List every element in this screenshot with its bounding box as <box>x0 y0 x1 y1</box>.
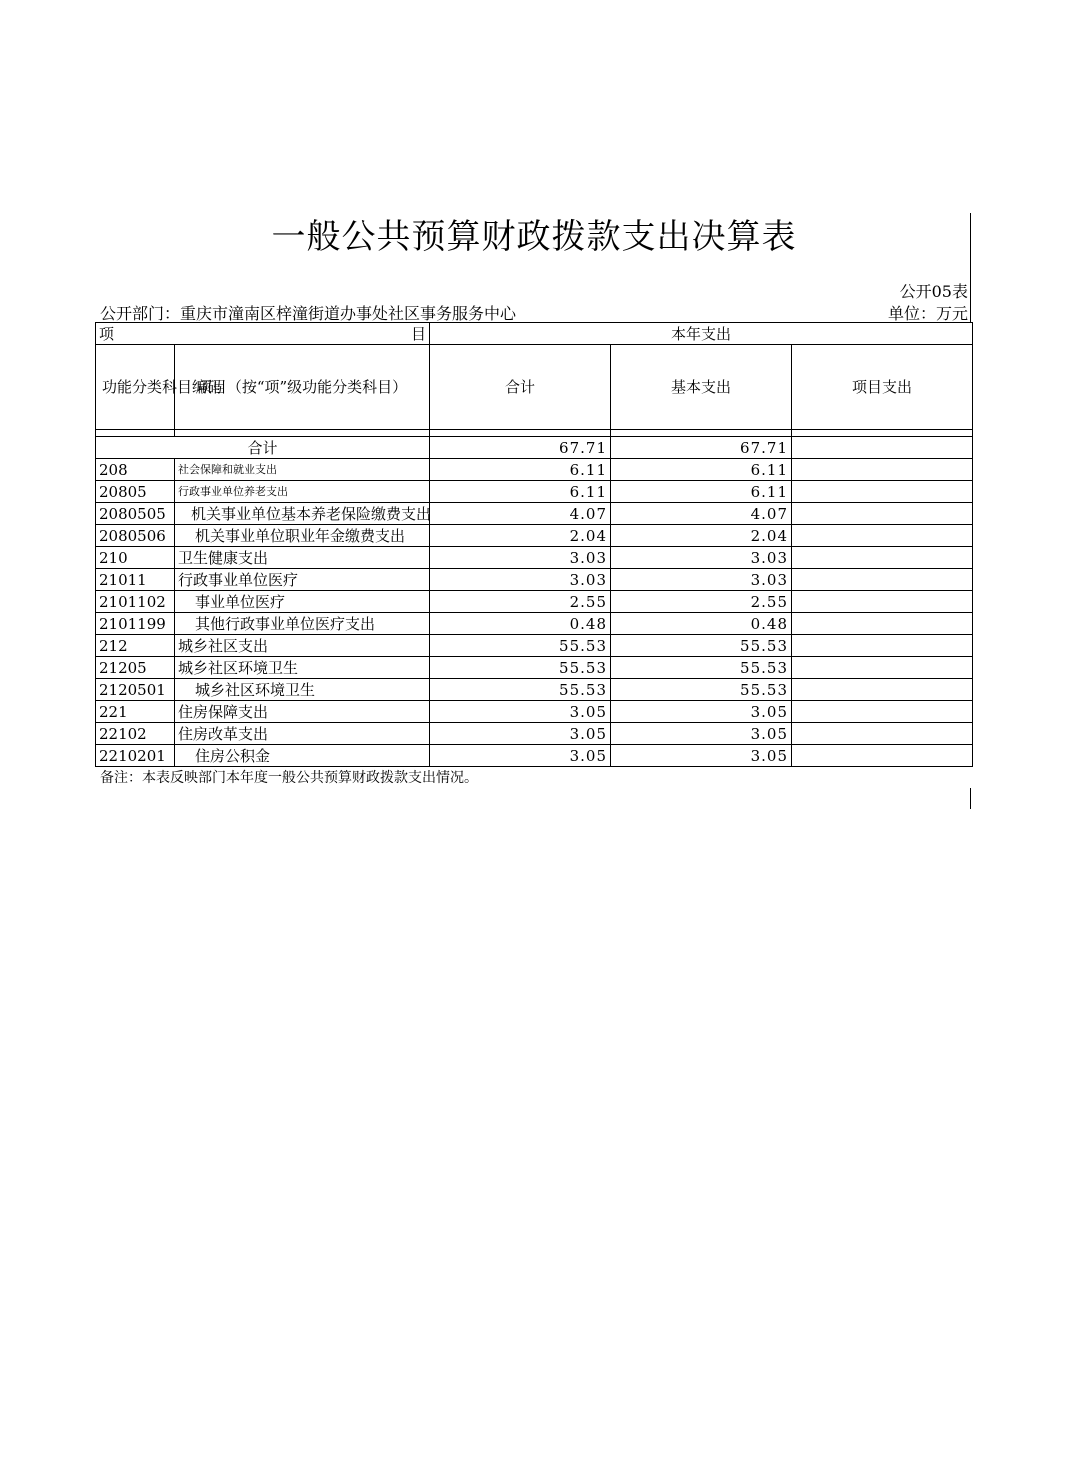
row-total: 55.53 <box>430 635 611 657</box>
row-code: 20805 <box>96 481 175 503</box>
item-header-cell <box>96 323 430 345</box>
row-project <box>792 679 973 701</box>
row-basic: 55.53 <box>611 657 792 679</box>
row-name: 住房改革支出 <box>175 723 430 745</box>
row-project <box>792 459 973 481</box>
row-code: 2210201 <box>96 745 175 767</box>
form-number: 公开05表 <box>899 282 968 301</box>
total-row-total: 67.71 <box>430 437 611 459</box>
table-row <box>96 657 973 679</box>
row-basic: 6.11 <box>611 459 792 481</box>
row-code: 2101102 <box>96 591 175 613</box>
row-project <box>792 481 973 503</box>
total-row-basic: 67.71 <box>611 437 792 459</box>
year-expense-header: 本年支出 <box>430 323 973 345</box>
row-total: 3.05 <box>430 723 611 745</box>
row-name: 机关事业单位职业年金缴费支出 <box>175 525 430 547</box>
row-total: 6.11 <box>430 459 611 481</box>
table-row <box>96 481 973 503</box>
row-code: 22102 <box>96 723 175 745</box>
table-row <box>96 525 973 547</box>
row-code: 212 <box>96 635 175 657</box>
total-row <box>96 437 973 459</box>
unit-label: 单位：万元 <box>887 304 968 323</box>
row-project <box>792 635 973 657</box>
row-total: 6.11 <box>430 481 611 503</box>
row-code: 2080506 <box>96 525 175 547</box>
row-name: 住房保障支出 <box>175 701 430 723</box>
total-header: 合计 <box>430 345 611 430</box>
row-code: 2080505 <box>96 503 175 525</box>
table-row <box>96 679 973 701</box>
row-total: 3.03 <box>430 569 611 591</box>
row-project <box>792 745 973 767</box>
row-project <box>792 525 973 547</box>
row-basic: 0.48 <box>611 613 792 635</box>
name-header: 项目（按“项”级功能分类科目） <box>175 345 430 430</box>
row-basic: 3.05 <box>611 745 792 767</box>
bottom-border-line <box>970 788 971 809</box>
row-basic: 6.11 <box>611 481 792 503</box>
row-code: 2120501 <box>96 679 175 701</box>
table-row <box>96 569 973 591</box>
row-basic: 55.53 <box>611 679 792 701</box>
row-basic: 3.05 <box>611 701 792 723</box>
table-row <box>96 701 973 723</box>
row-project <box>792 503 973 525</box>
department-label: 公开部门：重庆市潼南区梓潼街道办事处社区事务服务中心 <box>100 304 517 323</box>
total-row-label: 合计 <box>96 437 430 459</box>
row-project <box>792 547 973 569</box>
page-title: 一般公共预算财政拨款支出决算表 <box>271 217 797 257</box>
row-basic: 55.53 <box>611 635 792 657</box>
row-total: 3.05 <box>430 701 611 723</box>
row-code: 208 <box>96 459 175 481</box>
row-project <box>792 569 973 591</box>
code-header: 功能分类科目编码 <box>96 345 175 430</box>
row-name: 机关事业单位基本养老保险缴费支出 <box>175 503 430 525</box>
row-basic: 3.03 <box>611 547 792 569</box>
item-header-right: 目 <box>410 324 426 343</box>
row-basic: 3.03 <box>611 569 792 591</box>
row-name: 城乡社区支出 <box>175 635 430 657</box>
row-project <box>792 591 973 613</box>
project-header: 项目支出 <box>792 345 973 430</box>
row-total: 55.53 <box>430 657 611 679</box>
footnote: 备注：本表反映部门本年度一般公共预算财政拨款支出情况。 <box>100 770 478 786</box>
row-project <box>792 701 973 723</box>
row-project <box>792 723 973 745</box>
row-total: 4.07 <box>430 503 611 525</box>
row-name: 社会保障和就业支出 <box>175 459 430 481</box>
row-project <box>792 613 973 635</box>
row-name: 卫生健康支出 <box>175 547 430 569</box>
row-name: 其他行政事业单位医疗支出 <box>175 613 430 635</box>
row-name: 城乡社区环境卫生 <box>175 657 430 679</box>
row-name: 行政事业单位医疗 <box>175 569 430 591</box>
table-row <box>96 745 973 767</box>
row-name: 住房公积金 <box>175 745 430 767</box>
row-code: 210 <box>96 547 175 569</box>
row-total: 0.48 <box>430 613 611 635</box>
budget-table <box>95 322 973 767</box>
row-code: 21011 <box>96 569 175 591</box>
table-row <box>96 459 973 481</box>
table-row <box>96 591 973 613</box>
row-basic: 2.04 <box>611 525 792 547</box>
row-total: 3.05 <box>430 745 611 767</box>
header-row-2 <box>96 345 973 430</box>
row-project <box>792 657 973 679</box>
table-row <box>96 503 973 525</box>
basic-header: 基本支出 <box>611 345 792 430</box>
total-row-project <box>792 437 973 459</box>
item-header-left: 项 <box>99 324 115 343</box>
row-basic: 2.55 <box>611 591 792 613</box>
row-basic: 3.05 <box>611 723 792 745</box>
row-total: 2.55 <box>430 591 611 613</box>
row-total: 3.03 <box>430 547 611 569</box>
row-name: 行政事业单位养老支出 <box>175 481 430 503</box>
row-code: 221 <box>96 701 175 723</box>
row-name: 事业单位医疗 <box>175 591 430 613</box>
row-total: 2.04 <box>430 525 611 547</box>
header-row-1 <box>96 323 973 345</box>
table-row <box>96 613 973 635</box>
table-row <box>96 723 973 745</box>
row-basic: 4.07 <box>611 503 792 525</box>
table-row <box>96 635 973 657</box>
header-gap-row <box>96 430 973 437</box>
row-code: 2101199 <box>96 613 175 635</box>
row-code: 21205 <box>96 657 175 679</box>
row-name: 城乡社区环境卫生 <box>175 679 430 701</box>
row-total: 55.53 <box>430 679 611 701</box>
table-row <box>96 547 973 569</box>
